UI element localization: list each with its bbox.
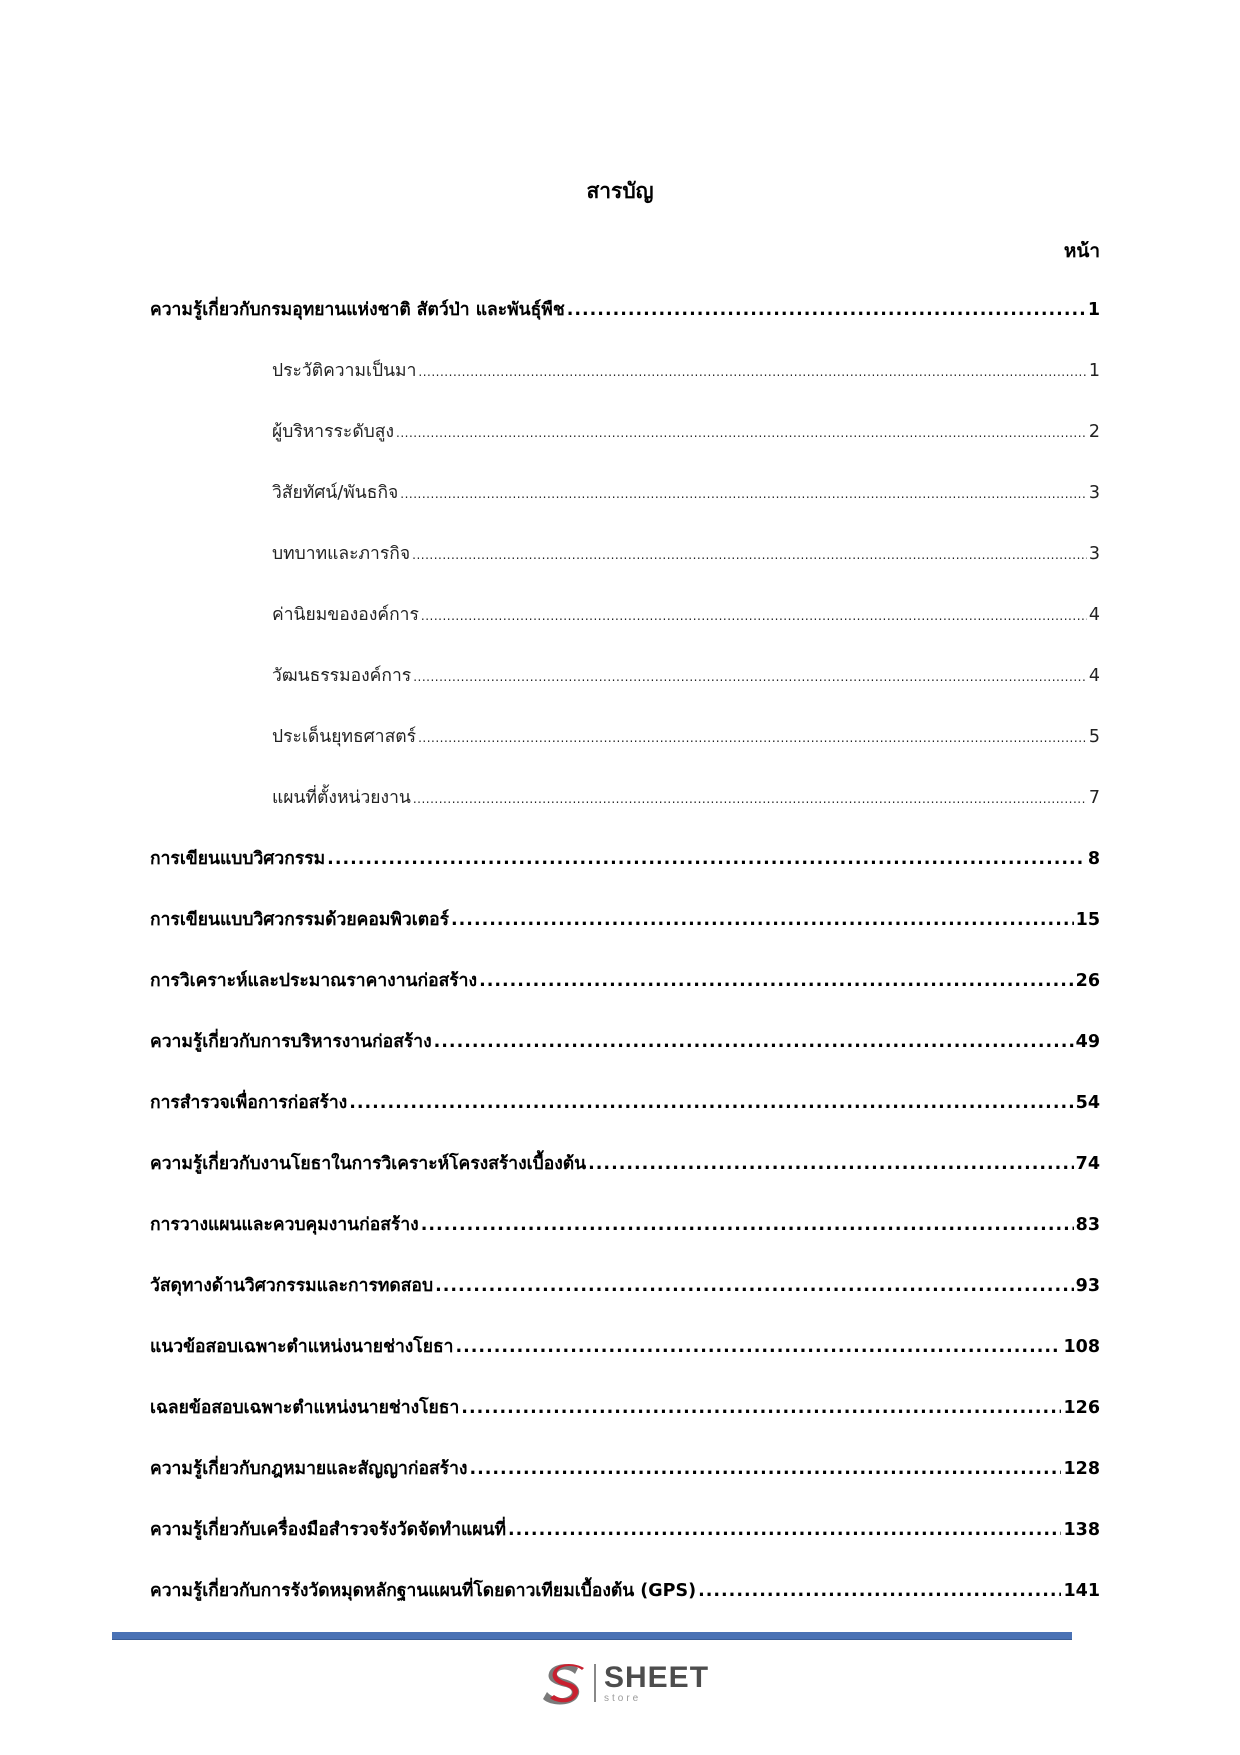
toc-entry-label: ประวัติความเป็นมา <box>272 361 417 381</box>
toc-leader-dots <box>479 966 1074 996</box>
toc-entry-label: ความรู้เกี่ยวกับเครื่องมือสำรวจรังวัดจัดทำแผนที่ <box>150 1520 506 1540</box>
toc-entry-page: 3 <box>1088 483 1100 503</box>
toc-entry-label: ความรู้เกี่ยวกับการบริหารงานก่อสร้าง <box>150 1032 432 1052</box>
toc-entry-page: 128 <box>1063 1459 1100 1479</box>
toc-entry-page: 4 <box>1088 666 1100 686</box>
toc-leader-dots <box>469 1454 1061 1484</box>
toc-entry-label: ค่านิยมขององค์การ <box>272 605 419 625</box>
toc-entry[interactable] <box>150 1576 1100 1606</box>
toc-entry-label: วัฒนธรรมองค์การ <box>272 666 412 686</box>
toc-leader-dots <box>327 844 1086 874</box>
toc-entry[interactable] <box>150 966 1100 996</box>
toc-subentry[interactable] <box>272 661 1100 691</box>
logo-subword: store <box>604 1692 642 1704</box>
toc-entry-page: 8 <box>1087 849 1100 869</box>
toc-entry[interactable] <box>150 905 1100 935</box>
toc-entry-label: ความรู้เกี่ยวกับการรังวัดหมุดหลักฐานแผนที่โดยดาวเทียมเบื้องต้น (GPS) <box>150 1581 697 1601</box>
toc-leader-dots <box>421 601 1087 630</box>
toc-entry[interactable] <box>150 1515 1100 1545</box>
toc-entry-label: แนวข้อสอบเฉพาะตำแหน่งนายช่างโยธา <box>150 1337 454 1357</box>
toc-leader-dots <box>418 723 1087 752</box>
toc-leader-dots <box>698 1576 1061 1606</box>
toc-entry-label: ความรู้เกี่ยวกับงานโยธาในการวิเคราะห์โครงสร้างเบื้องต้น <box>150 1154 587 1174</box>
toc-entry-page: 83 <box>1075 1215 1100 1235</box>
toc-entry-label: แผนที่ตั้งหน่วยงาน <box>272 788 411 808</box>
toc-leader-dots <box>451 905 1074 935</box>
logo-separator <box>594 1664 596 1702</box>
toc-leader-dots <box>413 662 1087 691</box>
toc-leader-dots <box>508 1515 1061 1545</box>
toc-entry-page: 138 <box>1063 1520 1100 1540</box>
toc-entry-label: บทบาทและภารกิจ <box>272 544 411 564</box>
toc-entry-label: ผู้บริหารระดับสูง <box>272 422 395 442</box>
toc-entry-page: 15 <box>1075 910 1100 930</box>
logo-word: SHEET <box>604 1660 710 1694</box>
toc-entry-label: ความรู้เกี่ยวกับกฎหมายและสัญญาก่อสร้าง <box>150 1459 468 1479</box>
toc-entry-label: ความรู้เกี่ยวกับกรมอุทยานแห่งชาติ สัตว์ป่า และพันธุ์พืช <box>150 300 565 320</box>
toc-entry[interactable] <box>150 1454 1100 1484</box>
toc-entry-label: วิสัยทัศน์/พันธกิจ <box>272 483 399 503</box>
toc-leader-dots <box>400 479 1087 508</box>
toc-entry[interactable] <box>150 295 1100 325</box>
toc-entry-page: 93 <box>1075 1276 1100 1296</box>
toc-leader-dots <box>435 1271 1074 1301</box>
toc-entry[interactable] <box>150 1149 1100 1179</box>
toc-entry[interactable] <box>150 1393 1100 1423</box>
toc-leader-dots <box>434 1027 1074 1057</box>
toc-entry-page: 54 <box>1075 1093 1100 1113</box>
document-title: สารบัญ <box>586 179 654 203</box>
toc-leader-dots <box>421 1210 1074 1240</box>
toc-leader-dots <box>588 1149 1074 1179</box>
toc-entry-label: ประเด็นยุทธศาสตร์ <box>272 727 417 747</box>
toc-entry[interactable] <box>150 1271 1100 1301</box>
toc-entry-label: การวางแผนและควบคุมงานก่อสร้าง <box>150 1215 419 1235</box>
toc-entry-label: การเขียนแบบวิศวกรรม <box>150 849 326 869</box>
toc-entry-label: การสำรวจเพื่อการก่อสร้าง <box>150 1093 348 1113</box>
toc-entry-page: 126 <box>1063 1398 1100 1418</box>
toc-entry-page: 1 <box>1088 361 1100 381</box>
toc-entry-page: 74 <box>1075 1154 1100 1174</box>
toc-entry-page: 141 <box>1063 1581 1100 1601</box>
toc-leader-dots <box>567 295 1086 325</box>
toc-entry[interactable] <box>150 1027 1100 1057</box>
toc-entry[interactable] <box>150 1332 1100 1362</box>
toc-entry-page: 108 <box>1063 1337 1100 1357</box>
toc-subentry[interactable] <box>272 478 1100 508</box>
toc-leader-dots <box>349 1088 1073 1118</box>
sheet-store-s-icon <box>540 1660 588 1706</box>
toc-leader-dots <box>461 1393 1061 1423</box>
toc-leader-dots <box>418 357 1086 386</box>
toc-entry[interactable] <box>150 844 1100 874</box>
toc-leader-dots <box>412 540 1087 569</box>
toc-subentry[interactable] <box>272 417 1100 447</box>
toc-entry-label: เฉลยข้อสอบเฉพาะตำแหน่งนายช่างโยธา <box>150 1398 460 1418</box>
sheet-store-logo <box>540 1660 709 1706</box>
toc-subentry[interactable] <box>272 356 1100 386</box>
toc-entry[interactable] <box>150 1210 1100 1240</box>
logo-wordmark <box>604 1660 710 1704</box>
toc-entry-page: 26 <box>1075 971 1100 991</box>
toc-entry-page: 7 <box>1088 788 1100 808</box>
toc-subentry[interactable] <box>272 539 1100 569</box>
toc-subentry[interactable] <box>272 722 1100 752</box>
page-column-header: หน้า <box>1063 240 1100 262</box>
toc-entry[interactable] <box>150 1088 1100 1118</box>
toc-entry-page: 4 <box>1088 605 1100 625</box>
toc-entry-page: 2 <box>1088 422 1100 442</box>
toc-entry-page: 5 <box>1088 727 1100 747</box>
toc-entry-page: 3 <box>1088 544 1100 564</box>
toc-entry-label: การวิเคราะห์และประมาณราคางานก่อสร้าง <box>150 971 478 991</box>
toc-leader-dots <box>413 784 1087 813</box>
footer-rule <box>112 1632 1072 1640</box>
toc-subentry[interactable] <box>272 783 1100 813</box>
toc-entry-page: 49 <box>1075 1032 1100 1052</box>
toc-leader-dots <box>455 1332 1061 1362</box>
toc-subentry[interactable] <box>272 600 1100 630</box>
toc-leader-dots <box>396 418 1087 447</box>
toc-entry-label: การเขียนแบบวิศวกรรมด้วยคอมพิวเตอร์ <box>150 910 449 930</box>
toc-entry-page: 1 <box>1087 300 1100 320</box>
toc-entry-label: วัสดุทางด้านวิศวกรรมและการทดสอบ <box>150 1276 434 1296</box>
